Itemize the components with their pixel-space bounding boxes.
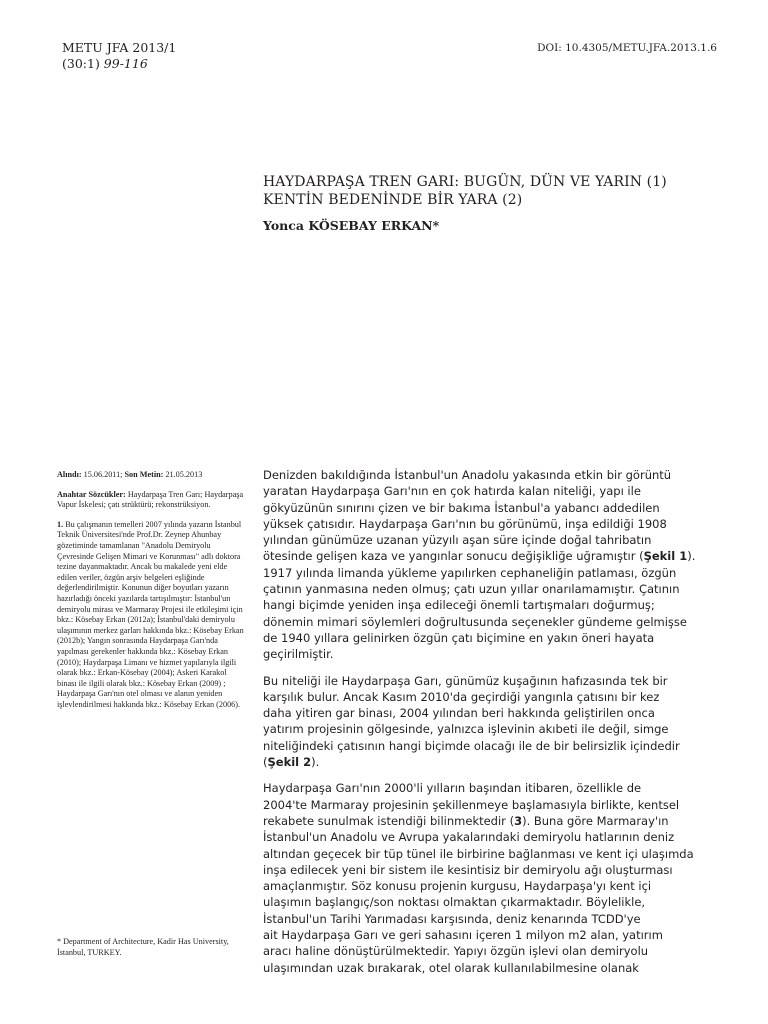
text-line: yatırım projesinin gölgesinde, yalnızca işlevinin akıbeti ile değil, simge bbox=[263, 722, 669, 737]
note-reference[interactable]: 3 bbox=[514, 813, 523, 828]
text-line bbox=[263, 754, 723, 770]
doi: DOI: 10.4305/METU.JFA.2013.1.6 bbox=[537, 42, 717, 54]
received-date: 15.06.2011; bbox=[83, 470, 123, 479]
keywords bbox=[57, 490, 245, 511]
text-line: aracı haline dönüştürülmektedir. Yapıyı özgün işlevi olan demiryolu bbox=[263, 944, 649, 959]
text-line: İstanbul'un Anadolu ve Avrupa yakalarındaki demiryolu hatlarının deniz bbox=[263, 830, 675, 845]
text-line: Denizden bakıldığında İstanbul'un Anadolu yakasında etkin bir görüntü bbox=[263, 468, 672, 482]
text-line: karşılık bulur. Ancak Kasım 2010'da geçirdiği yangınla çatısını bir kez bbox=[263, 689, 660, 704]
journal-name: METU JFA 2013/1 bbox=[62, 40, 177, 55]
figure-reference[interactable]: Şekil 2 bbox=[267, 755, 312, 770]
text-line: geçirilmiştir. bbox=[263, 647, 334, 662]
sidebar-notes bbox=[57, 470, 245, 719]
journal-info bbox=[62, 40, 176, 72]
footnote-text: Bu çalışmanın temelleri 2007 yılında yazarın İstanbul Teknik Üniversitesi'nde Prof.Dr. Zeynep Ahunbay gözetiminde tamamlanan "Anadolu Demiryolu Çevresinde Gelişen Mimari ve Korunması" adlı doktora tezine dayanmaktadır. Ancak bu makalede yeni elde edilen veriler, özgün arşiv belgeleri eşliğinde değerlendirilmiştir. Konunun diğer boyutları yazarın hazırladığı önceki yazılarda tartışılmıştır: İstanbul'un demiryolu mirası ve Marmaray Projesi ile etkileşimi için bkz.: Kösebay Erkan (2012a); İstanbul'daki demiryolu ulaşımının merkez garları hakkında bkz.: Kösebay Erkan (2012b); Yangın sonrasında Haydarpaşa Garı'nda yapılması gerekenler hakkında bkz.: Kösebay Erkan (2010); Haydarpaşa Limanı ve hizmet yapılarıyla ilgili olarak bkz.: Erkan-Kösebay (2004); Askeri Karakol binası ile ilgili olarak bkz.: Kösebay Erkan (2009) ; Haydarpaşa Garı'nın otel olması ve alanın yeniden işlevlendirilmesi hakkında bkz.: Kösebay Erkan (2006). bbox=[57, 519, 244, 709]
text-line: amaçlanmıştır. Söz konusu projenin kurgusu, Haydarpaşa'yı kent içi bbox=[263, 879, 652, 894]
title-line-2: KENTİN BEDENİNDE BİR YARA (2) bbox=[263, 192, 523, 208]
paragraph-1 bbox=[263, 467, 723, 663]
text-segment: ( bbox=[263, 755, 268, 770]
keywords-text: Haydarpaşa Tren Garı; Haydarpaşa Vapur İskelesi; çatı strüktürü; rekonstrüksiyon. bbox=[57, 489, 244, 510]
text-line: 2004'te Marmaray projesinin şekillenmeye başlamasıyla birlikte, kentsel bbox=[263, 797, 680, 812]
footnote-number: 1. bbox=[57, 519, 64, 529]
text-line: Haydarpaşa Garı'nın 2000'li yılların başından itibaren, özellikle de bbox=[263, 781, 642, 796]
text-line: ulaşımından uzak bırakarak, otel olarak kullanılabilmesine olanak bbox=[263, 960, 639, 975]
text-segment: ). Buna göre Marmaray'ın bbox=[522, 813, 669, 828]
text-line: ulaşımın başlangıç/son noktası olmaktan çıkarmaktadır. Böylelikle, bbox=[263, 895, 646, 910]
text-line: dönemin mimari söylemleri doğrultusunda seçenekler gündeme gelmişse bbox=[263, 614, 687, 629]
title-line-1: HAYDARPAŞA TREN GARI: BUGÜN, DÜN VE YARIN (1) bbox=[263, 174, 667, 190]
text-line: ait Haydarpaşa Garı ve geri sahasını içeren 1 milyon m2 alan, yatırım bbox=[263, 928, 663, 943]
footnote-1 bbox=[57, 520, 245, 711]
figure-reference[interactable]: Şekil 1 bbox=[643, 549, 688, 564]
text-line: niteliğindeki çatısının hangi biçimde olacağı ile de bir belirsizlik içindedir bbox=[263, 738, 680, 753]
text-line: altından geçecek bir tüp tünel ile birbirine bağlanması ve kent içi ulaşımda bbox=[263, 846, 694, 861]
text-line: İstanbul'un Tarihi Yarımadası karşısında, deniz kenarında TCDD'ye bbox=[263, 911, 641, 926]
final-label: Son Metin: bbox=[124, 470, 164, 479]
text-line: yüksek çatısıdır. Haydarpaşa Garı'nın bu görünümü, inşa edildiği 1908 bbox=[263, 516, 667, 531]
paragraph-3 bbox=[263, 780, 723, 976]
author-name: Yonca KÖSEBAY ERKAN* bbox=[263, 218, 440, 233]
body-text bbox=[263, 467, 723, 986]
journal-issue bbox=[62, 56, 176, 72]
text-line: gökyüzünün sınırını çizen ve bir bakıma İstanbul'a yabancı addedilen bbox=[263, 500, 660, 515]
article-title bbox=[263, 173, 723, 209]
text-segment: ötesinde gelişen kaza ve yangınlar sonucu değişikliğe uğramıştır ( bbox=[263, 549, 644, 564]
text-line: 1917 yılında limanda yükleme yapılırken cephaneliğin patlaması, özgün bbox=[263, 565, 677, 580]
text-segment: ). bbox=[311, 755, 320, 770]
page-range: 99-116 bbox=[103, 56, 148, 71]
issue-number: (30:1) bbox=[62, 56, 104, 71]
text-line bbox=[263, 813, 723, 829]
text-line: inşa edilecek yeni bir sistem ile kesintisiz bir demiryolu ağı oluşturması bbox=[263, 862, 673, 877]
text-line: yılından günümüze uzanan yüzyılı aşan süre içinde doğal tahribatın bbox=[263, 533, 652, 548]
text-line: daha yitiren gar binası, 2004 yılından beri hakkında geliştirilen onca bbox=[263, 706, 655, 721]
text-line: de 1940 yıllara gelinirken özgün çatı biçimine en yakın öneri hayata bbox=[263, 630, 655, 645]
dates bbox=[57, 470, 245, 481]
text-line: çatının yanmasına neden olmuş; çatı uzun yıllar onarılamamıştır. Çatının bbox=[263, 582, 680, 597]
text-line bbox=[263, 548, 723, 564]
text-segment: rekabete sunulmak istendiği bilinmektedir ( bbox=[263, 813, 515, 828]
paragraph-2 bbox=[263, 673, 723, 771]
keywords-label: Anahtar Sözcükler: bbox=[57, 489, 126, 499]
text-line: yaratan Haydarpaşa Garı'nın en çok hatırda kalan niteliği, yapı ile bbox=[263, 484, 641, 499]
received-label: Alındı: bbox=[57, 470, 82, 479]
final-date: 21.05.2013 bbox=[165, 470, 203, 479]
text-line: Bu niteliği ile Haydarpaşa Garı, günümüz kuşağının hafızasında tek bir bbox=[263, 673, 668, 688]
author-affiliation: * Department of Architecture, Kadir Has University, İstanbul, TURKEY. bbox=[57, 937, 229, 957]
text-segment: ). bbox=[687, 549, 696, 564]
text-line: hangi biçimde yeniden inşa edileceği önemli tartışmaları doğurmuş; bbox=[263, 598, 655, 613]
